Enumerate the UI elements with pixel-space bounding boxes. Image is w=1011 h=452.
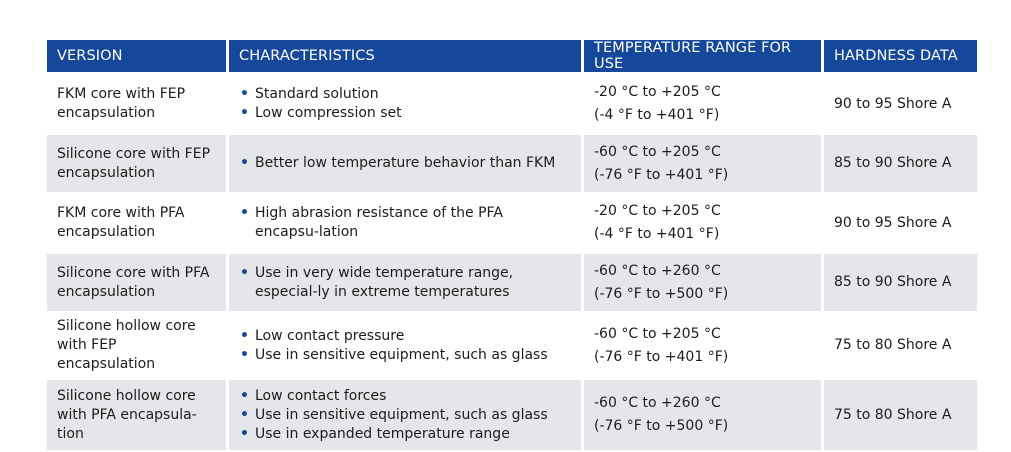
- temperature-fahrenheit: (-4 °F to +401 °F): [594, 107, 720, 123]
- characteristic-item: • Use in sensitive equipment, such as glass: [239, 406, 571, 425]
- characteristic-item: • Use in sensitive equipment, such as glass: [239, 346, 571, 365]
- characteristics-cell: [229, 380, 584, 452]
- temperature-celsius: -60 °C to +260 °C: [594, 262, 721, 279]
- table-row: [47, 135, 977, 194]
- characteristics-cell: [229, 313, 584, 380]
- characteristic-item: • Better low temperature behavior than FKM: [239, 154, 571, 173]
- table-row: [47, 380, 977, 452]
- characteristics-cell: [229, 194, 584, 254]
- characteristics-list: [239, 264, 571, 302]
- hardness-cell: 75 to 80 Shore A: [824, 380, 977, 452]
- version-cell: Silicone core with PFA encapsulation: [47, 254, 229, 313]
- characteristics-list: [239, 204, 571, 242]
- characteristic-item: • Low contact forces: [239, 387, 571, 406]
- version-cell: Silicone hollow core with FEP encapsulation: [47, 313, 229, 380]
- temperature-celsius: -60 °C to +205 °C: [594, 325, 721, 342]
- temperature-fahrenheit: (-4 °F to +401 °F): [594, 226, 720, 242]
- temperature-fahrenheit: (-76 °F to +401 °F): [594, 348, 729, 365]
- version-cell: Silicone hollow core with PFA encapsula-tion: [47, 380, 229, 452]
- temperature-celsius: -60 °C to +205 °C: [594, 143, 721, 160]
- version-cell: FKM core with FEP encapsulation: [47, 75, 229, 135]
- table-row: [47, 194, 977, 254]
- temperature-celsius: -20 °C to +205 °C: [594, 203, 721, 219]
- characteristic-item: • Use in expanded temperature range: [239, 425, 571, 444]
- temperature-celsius: -20 °C to +205 °C: [594, 84, 721, 100]
- header-characteristics: CHARACTERISTICS: [229, 40, 584, 75]
- header-temperature-range: TEMPERATURE RANGE FOR USE: [584, 40, 824, 75]
- temperature-fahrenheit: (-76 °F to +401 °F): [594, 166, 729, 183]
- characteristic-item: • High abrasion resistance of the PFA encapsu-lation: [239, 204, 571, 242]
- version-cell: Silicone core with FEP encapsulation: [47, 135, 229, 194]
- table-header-row: [47, 40, 977, 75]
- temperature-cell: [584, 313, 824, 380]
- temperature-celsius: -60 °C to +260 °C: [594, 395, 721, 411]
- characteristics-cell: [229, 75, 584, 135]
- table-row: [47, 75, 977, 135]
- hardness-cell: 90 to 95 Shore A: [824, 75, 977, 135]
- temperature-cell: [584, 194, 824, 254]
- hardness-cell: 90 to 95 Shore A: [824, 194, 977, 254]
- temperature-fahrenheit: (-76 °F to +500 °F): [594, 418, 729, 434]
- header-hardness: HARDNESS DATA: [824, 40, 977, 75]
- seal-versions-table: [47, 40, 977, 452]
- version-cell: FKM core with PFA encapsulation: [47, 194, 229, 254]
- characteristics-cell: [229, 254, 584, 313]
- characteristics-list: [239, 154, 571, 173]
- temperature-cell: [584, 380, 824, 452]
- temperature-cell: [584, 135, 824, 194]
- characteristic-item: • Low compression set: [239, 104, 571, 123]
- characteristics-list: [239, 85, 571, 123]
- table-row: [47, 313, 977, 380]
- table-row: [47, 254, 977, 313]
- characteristics-list: [239, 327, 571, 365]
- header-version: VERSION: [47, 40, 229, 75]
- characteristic-item: • Standard solution: [239, 85, 571, 104]
- temperature-fahrenheit: (-76 °F to +500 °F): [594, 285, 729, 302]
- characteristic-item: • Use in very wide temperature range, especial-ly in extreme temperatures: [239, 264, 571, 302]
- characteristics-list: [239, 387, 571, 444]
- characteristics-cell: [229, 135, 584, 194]
- temperature-cell: [584, 254, 824, 313]
- hardness-cell: 75 to 80 Shore A: [824, 313, 977, 380]
- characteristic-item: • Low contact pressure: [239, 327, 571, 346]
- temperature-cell: [584, 75, 824, 135]
- hardness-cell: 85 to 90 Shore A: [824, 254, 977, 313]
- hardness-cell: 85 to 90 Shore A: [824, 135, 977, 194]
